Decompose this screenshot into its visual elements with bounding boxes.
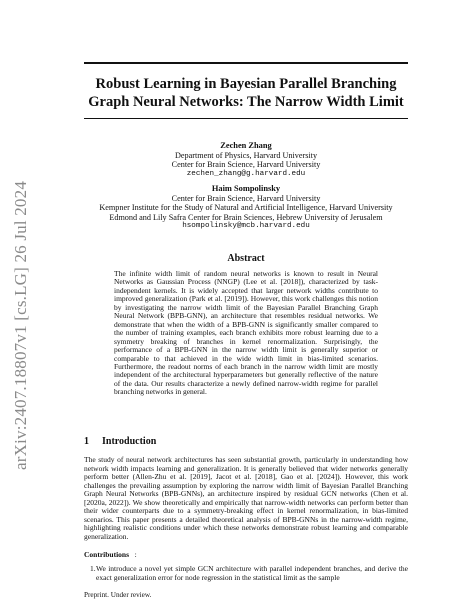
section-number: 1: [84, 436, 89, 447]
arxiv-identifier: arXiv:2407.18807v1 [cs.LG] 26 Jul 2024: [11, 180, 30, 470]
introduction-paragraph: The study of neural network architectures has seen substantial growth, particularly in understanding how network width impacts learning and generalization. It is generally believed that wider networks generally perform better (Allen-Zhu et al. [2019], Jacot et al. [2018], Gao et al. [2024]). However, this work challenges the prevailing assumption by exploring the narrow width limit of Bayesian Parallel Branching Graph Neural Networks (BPB-GNNs), an architecture inspired by residual GCN networks (Chen et al. [2020a, 2022]). We show theoretically and empirically that narrow-width networks can perform better than their wider counterparts due to a symmetry-breaking effect in kernel renormalization, in bias-limited scenarios. This paper presents a detailed theoretical analysis of BPB-GNNs in the narrow-width regime, highlighting realistic conditions under which these networks demonstrate robust learning and comparable generalization.: [84, 455, 408, 541]
footer-note: Preprint. Under review.: [84, 591, 152, 599]
title-rule-top: [84, 62, 408, 64]
paper-title: [84, 75, 408, 111]
section-title: Introduction: [102, 436, 157, 447]
author-affiliation: Kempner Institute for the Study of Natural and Artificial Intelligence, Harvard University: [99, 203, 393, 213]
title-line-2: Graph Neural Networks: The Narrow Width Limit: [88, 94, 404, 110]
list-item-text: We introduce a novel yet simple GCN architecture with parallel independent branches, and derive the exact generalization error for node regression in the statistical limit as the sample: [96, 564, 408, 582]
author-affiliation: Center for Brain Science, Harvard University: [171, 160, 321, 170]
author-affiliation: Department of Physics, Harvard University: [174, 150, 318, 160]
author-affiliation: Edmond and Lily Safra Center for Brain Sciences, Hebrew University of Jerusalem: [109, 212, 383, 222]
author-email[interactable]: hsompolinsky@mcb.harvard.edu: [182, 222, 310, 231]
title-rule-bottom: [84, 118, 408, 119]
title-line-1: Robust Learning in Bayesian Parallel Branching: [95, 76, 397, 92]
author-block-2: [84, 184, 408, 232]
author-name: Haim Sompolinsky: [211, 184, 281, 193]
contributions-separator: :: [134, 550, 137, 559]
author-name: Zechen Zhang: [220, 141, 272, 150]
abstract-text: The infinite width limit of random neural networks is known to result in Neural Networks as Gaussian Process (NNGP) (Lee et al. [2018]), characterized by task-independent kernels. It is widely accepted that larger network widths contribute to improved generalization (Park et al. [2019]). However, this work challenges this notion by investigating the narrow width limit of the Bayesian Parallel Branching Graph Neural Network (BPB-GNN), an architecture that resembles residual networks. We demonstrate that when the width of a BPB-GNN is significantly smaller compared to the number of training examples, each branch exhibits more robust learning due to a symmetry breaking of branches in kernel renormalization. Surprisingly, the performance of a BPB-GNN in the narrow width limit is generally superior or comparable to that achieved in the wide width limit in bias-limited scenarios. Furthermore, the readout norms of each branch in the narrow width limit are mostly independent of the architectural hyperparameters but generally reflective of the nature of the data. Our results characterize a newly defined narrow-width regime for parallel branching networks in general.: [114, 269, 378, 397]
author-block-1: [84, 141, 408, 179]
contributions-label: Contributions: [84, 550, 130, 559]
author-email[interactable]: zechen_zhang@g.harvard.edu: [186, 169, 306, 178]
section-heading-introduction: [84, 436, 156, 447]
author-affiliation: Center for Brain Science, Harvard University: [171, 193, 321, 203]
list-item-number: 1.: [90, 564, 96, 573]
abstract-heading: Abstract: [227, 253, 265, 264]
contributions-heading: [84, 550, 137, 559]
contribution-item: [90, 564, 408, 582]
